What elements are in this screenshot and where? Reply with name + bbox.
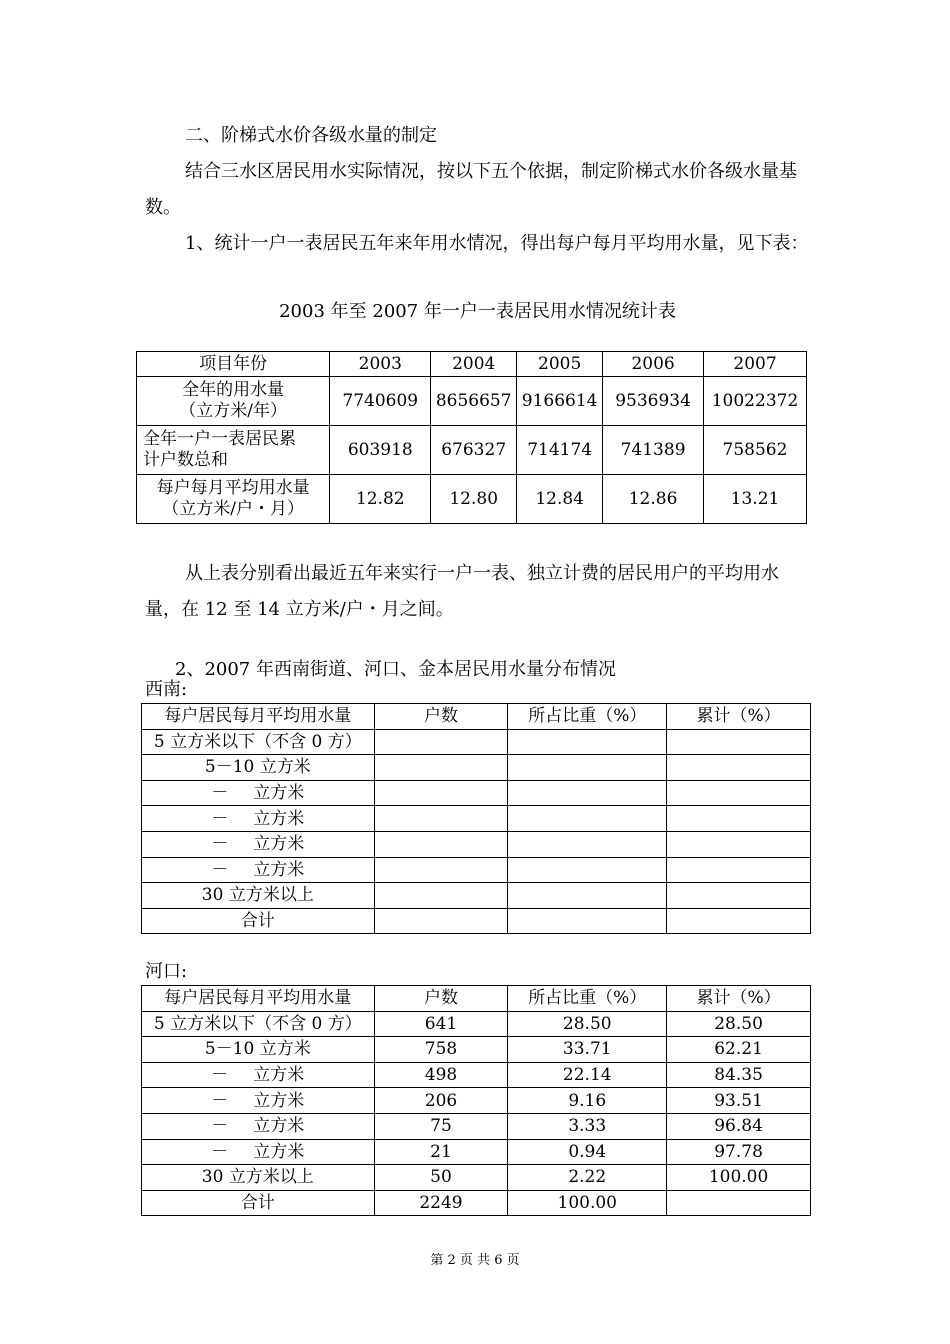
- header-cell: 项目年份: [137, 352, 330, 377]
- households-cell: [374, 806, 508, 832]
- usage-statistics-table: [136, 351, 807, 524]
- cumulative-cell: [667, 755, 811, 781]
- header-cell: 户数: [374, 986, 508, 1012]
- share-cell: 2.22: [508, 1165, 667, 1191]
- households-cell: [374, 831, 508, 857]
- hekou-label: 河口:: [145, 961, 188, 982]
- range-unit: 立方米: [253, 783, 305, 804]
- households-cell: 75: [374, 1113, 508, 1139]
- cumulative-cell: 93.51: [667, 1088, 811, 1114]
- header-cell: 所占比重（%）: [508, 986, 667, 1012]
- table-cell: 10022372: [704, 377, 807, 426]
- range-cell: [142, 1088, 375, 1114]
- table-row: [142, 1062, 811, 1088]
- table-cell: 714174: [517, 426, 603, 475]
- range-unit: 立方米: [253, 808, 305, 829]
- share-cell: 9.16: [508, 1088, 667, 1114]
- row-label: [137, 377, 330, 426]
- range-cell: [142, 1113, 375, 1139]
- range-unit: 立方米: [253, 1090, 305, 1111]
- range-cell: [142, 806, 375, 832]
- range-cell: [142, 780, 375, 806]
- table-cell: 12.86: [603, 475, 704, 524]
- table-row: [142, 1037, 811, 1063]
- header-cell: 每户居民每月平均用水量: [142, 986, 375, 1012]
- range-cell: [142, 1139, 375, 1165]
- table-row: [142, 1011, 811, 1037]
- cumulative-cell: 84.35: [667, 1062, 811, 1088]
- share-cell: [508, 908, 667, 934]
- table-cell: 7740609: [330, 377, 431, 426]
- row-label-line: 全年的用水量: [182, 380, 285, 400]
- cumulative-cell: 100.00: [667, 1165, 811, 1191]
- row-label-line: （立方米/年）: [179, 401, 288, 421]
- header-cell: 2006: [603, 352, 704, 377]
- row-label-line: （立方米/户・月）: [162, 499, 305, 519]
- table-row: [142, 729, 811, 755]
- range-unit: 立方米: [253, 1116, 305, 1137]
- table-cell: 603918: [330, 426, 431, 475]
- cumulative-cell: [667, 729, 811, 755]
- table-row: [142, 1139, 811, 1165]
- cumulative-cell: [667, 857, 811, 883]
- cumulative-cell: [667, 806, 811, 832]
- share-cell: [508, 831, 667, 857]
- cumulative-cell: 97.78: [667, 1139, 811, 1165]
- households-cell: 50: [374, 1165, 508, 1191]
- cumulative-cell: [667, 780, 811, 806]
- range-dash: －: [211, 859, 229, 880]
- range-cell: [142, 1062, 375, 1088]
- share-cell: 3.33: [508, 1113, 667, 1139]
- households-cell: [374, 755, 508, 781]
- header-cell: 所占比重（%）: [508, 704, 667, 730]
- header-cell: 2004: [431, 352, 517, 377]
- range-cell: 5 立方米以下（不含 0 方）: [142, 1011, 375, 1037]
- table-row: [142, 831, 811, 857]
- row-label: [137, 475, 330, 524]
- range-unit: 立方米: [253, 1065, 305, 1086]
- share-cell: 28.50: [508, 1011, 667, 1037]
- table-row: [142, 1113, 811, 1139]
- xinan-label: 西南:: [145, 679, 188, 700]
- range-cell: [142, 857, 375, 883]
- header-cell: 累计（%）: [667, 704, 811, 730]
- share-cell: 22.14: [508, 1062, 667, 1088]
- header-cell: 累计（%）: [667, 986, 811, 1012]
- range-dash: －: [211, 1141, 229, 1162]
- range-dash: －: [211, 808, 229, 829]
- table-cell: 8656657: [431, 377, 517, 426]
- share-cell: 33.71: [508, 1037, 667, 1063]
- table-cell: 12.82: [330, 475, 431, 524]
- table-row: [137, 377, 807, 426]
- share-cell: [508, 857, 667, 883]
- header-cell: 每户居民每月平均用水量: [142, 704, 375, 730]
- row-label: [137, 426, 330, 475]
- table-row: [142, 806, 811, 832]
- row-label-line: 全年一户一表居民累: [143, 429, 296, 449]
- table-row: [137, 426, 807, 475]
- table-header-row: [142, 704, 811, 730]
- table-total-row: [142, 908, 811, 934]
- range-cell: [142, 831, 375, 857]
- row-label-line: 计户数总和: [143, 450, 228, 470]
- item1-paragraph: 1、统计一户一表居民五年来年用水情况，得出每户每月平均用水量，见下表：: [185, 233, 809, 254]
- table-row: [142, 1088, 811, 1114]
- share-cell: [508, 806, 667, 832]
- range-unit: 立方米: [253, 834, 305, 855]
- range-cell: 30 立方米以上: [142, 883, 375, 909]
- share-cell: [508, 883, 667, 909]
- share-cell: [508, 729, 667, 755]
- table-header-row: [137, 352, 807, 377]
- header-cell: 2007: [704, 352, 807, 377]
- range-dash: －: [211, 783, 229, 804]
- households-cell: 206: [374, 1088, 508, 1114]
- table-cell: 676327: [431, 426, 517, 475]
- cumulative-cell: 28.50: [667, 1011, 811, 1037]
- households-cell: [374, 857, 508, 883]
- table-header-row: [142, 986, 811, 1012]
- table-cell: 12.80: [431, 475, 517, 524]
- table-cell: 13.21: [704, 475, 807, 524]
- range-unit: 立方米: [253, 1141, 305, 1162]
- cumulative-cell: [667, 883, 811, 909]
- share-cell: 0.94: [508, 1139, 667, 1165]
- header-cell: 2003: [330, 352, 431, 377]
- header-cell: 2005: [517, 352, 603, 377]
- households-cell: 641: [374, 1011, 508, 1037]
- table-row: [142, 1165, 811, 1191]
- row-label-line: 每户每月平均用水量: [156, 478, 310, 498]
- range-dash: －: [211, 1116, 229, 1137]
- table-total-row: [142, 1190, 811, 1216]
- intro-paragraph: 结合三水区居民用水实际情况，按以下五个依据，制定阶梯式水价各级水量基数。: [145, 161, 797, 218]
- table-row: [142, 780, 811, 806]
- table-cell: 741389: [603, 426, 704, 475]
- table-cell: 9536934: [603, 377, 704, 426]
- range-cell: 合计: [142, 1190, 375, 1216]
- households-cell: 2249: [374, 1190, 508, 1216]
- households-cell: 21: [374, 1139, 508, 1165]
- cumulative-cell: [667, 1190, 811, 1216]
- range-dash: －: [211, 1090, 229, 1111]
- households-cell: [374, 908, 508, 934]
- range-cell: 30 立方米以上: [142, 1165, 375, 1191]
- range-cell: 合计: [142, 908, 375, 934]
- table-row: [142, 755, 811, 781]
- range-cell: 5－10 立方米: [142, 1037, 375, 1063]
- share-cell: [508, 755, 667, 781]
- page-footer: 第 2 页 共 6 页: [430, 1253, 520, 1268]
- header-cell: 户数: [374, 704, 508, 730]
- table-row: [137, 475, 807, 524]
- cumulative-cell: 96.84: [667, 1113, 811, 1139]
- hekou-distribution-table: [141, 985, 811, 1216]
- range-unit: 立方米: [253, 859, 305, 880]
- households-cell: [374, 780, 508, 806]
- table-cell: 12.84: [517, 475, 603, 524]
- households-cell: 758: [374, 1037, 508, 1063]
- share-cell: [508, 780, 667, 806]
- households-cell: [374, 883, 508, 909]
- share-cell: 100.00: [508, 1190, 667, 1216]
- range-cell: 5 立方米以下（不含 0 方）: [142, 729, 375, 755]
- cumulative-cell: [667, 831, 811, 857]
- households-cell: [374, 729, 508, 755]
- range-cell: 5－10 立方米: [142, 755, 375, 781]
- table1-caption: 2003 年至 2007 年一户一表居民用水情况统计表: [279, 301, 676, 322]
- section-heading: 二、阶梯式水价各级水量的制定: [185, 125, 437, 146]
- households-cell: 498: [374, 1062, 508, 1088]
- table-row: [142, 857, 811, 883]
- item2-heading: 2、2007 年西南街道、河口、金本居民用水量分布情况: [175, 659, 616, 680]
- table-cell: 9166614: [517, 377, 603, 426]
- conclusion-paragraph: 从上表分别看出最近五年来实行一户一表、独立计费的居民用户的平均用水量，在 12 至 14 立方米/户・月之间。: [145, 563, 779, 620]
- cumulative-cell: [667, 908, 811, 934]
- range-dash: －: [211, 834, 229, 855]
- cumulative-cell: 62.21: [667, 1037, 811, 1063]
- xinan-distribution-table: [141, 703, 811, 934]
- table-cell: 758562: [704, 426, 807, 475]
- range-dash: －: [211, 1065, 229, 1086]
- table-row: [142, 883, 811, 909]
